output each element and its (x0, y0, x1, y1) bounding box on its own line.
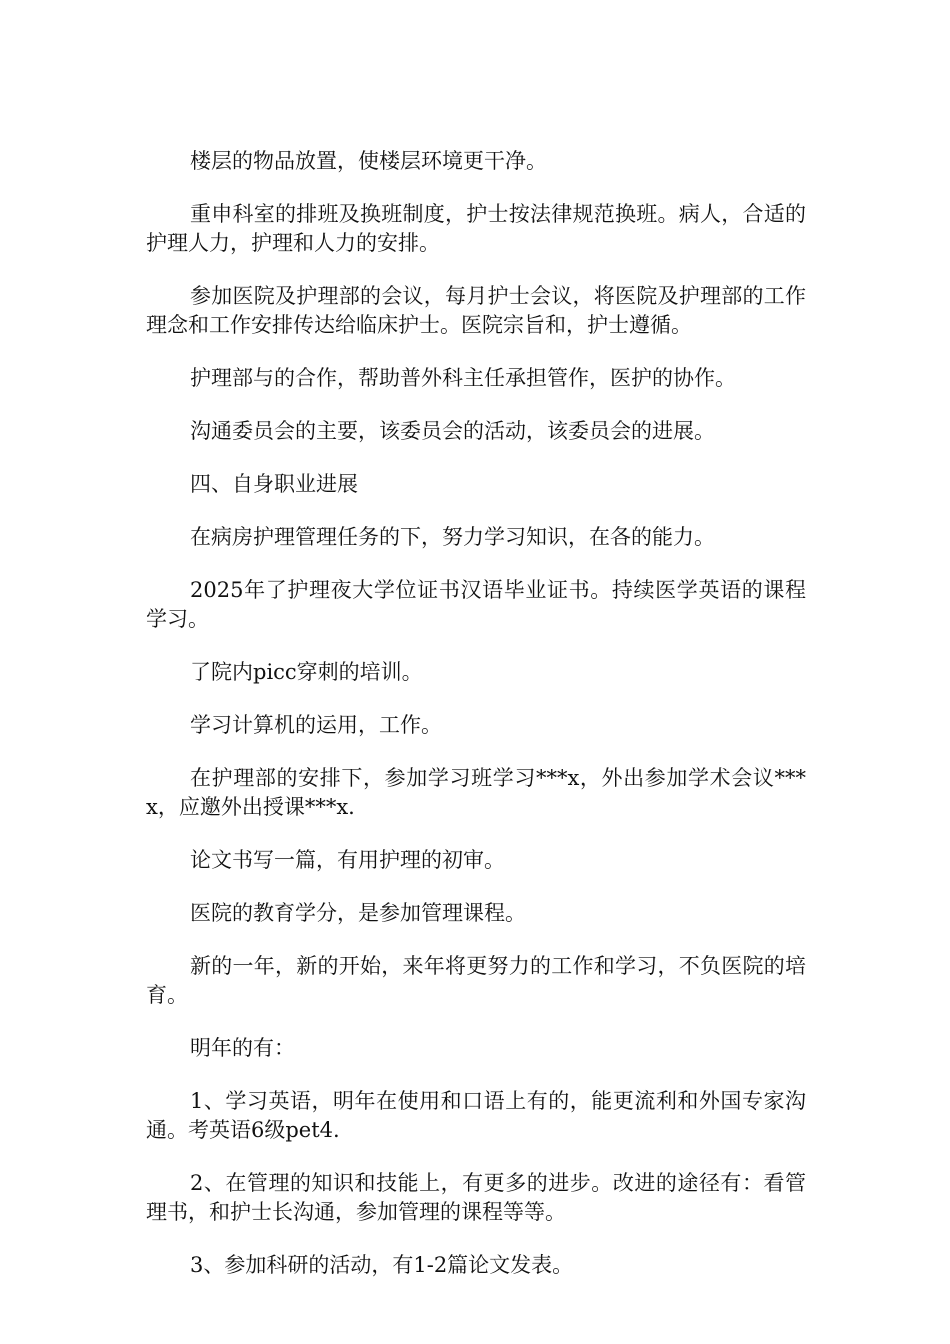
paragraph: 2025年了护理夜大学位证书汉语毕业证书。持续医学英语的课程学习。 (146, 578, 806, 631)
section-heading: 四、自身职业进展 (190, 472, 358, 496)
list-item: 3、参加科研的活动，有1-2篇论文发表。 (190, 1253, 574, 1277)
list-item: 1、学习英语，明年在使用和口语上有的，能更流利和外国专家沟通。考英语6级pet4. (146, 1089, 806, 1142)
paragraph: 明年的有： (190, 1036, 295, 1060)
paragraph: 医院的教育学分，是参加管理课程。 (190, 901, 526, 925)
paragraph: 参加医院及护理部的会议，每月护士会议，将医院及护理部的工作理念和工作安排传达给临床护士。医院宗旨和，护士遵循。 (146, 284, 806, 337)
paragraph: 学习计算机的运用，工作。 (190, 713, 442, 737)
paragraph: 护理部与的合作，帮助普外科主任承担管作，医护的协作。 (190, 366, 736, 390)
paragraph: 在护理部的安排下，参加学习班学习***x，外出参加学术会议***x，应邀外出授课***x. (146, 766, 806, 819)
paragraph: 新的一年，新的开始，来年将更努力的工作和学习，不负医院的培育。 (146, 954, 806, 1007)
paragraph: 论文书写一篇，有用护理的初审。 (190, 848, 505, 872)
paragraph: 在病房护理管理任务的下，努力学习知识，在各的能力。 (190, 525, 715, 549)
paragraph: 楼层的物品放置，使楼层环境更干净。 (190, 149, 547, 173)
paragraph: 沟通委员会的主要，该委员会的活动，该委员会的进展。 (190, 419, 715, 443)
list-item: 2、在管理的知识和技能上，有更多的进步。改进的途径有：看管理书，和护士长沟通，参加管理的课程等等。 (146, 1171, 806, 1224)
document-body (146, 147, 806, 1304)
paragraph: 重申科室的排班及换班制度，护士按法律规范换班。病人，合适的护理人力，护理和人力的安排。 (146, 202, 806, 255)
paragraph: 了院内picc穿刺的培训。 (190, 660, 423, 684)
